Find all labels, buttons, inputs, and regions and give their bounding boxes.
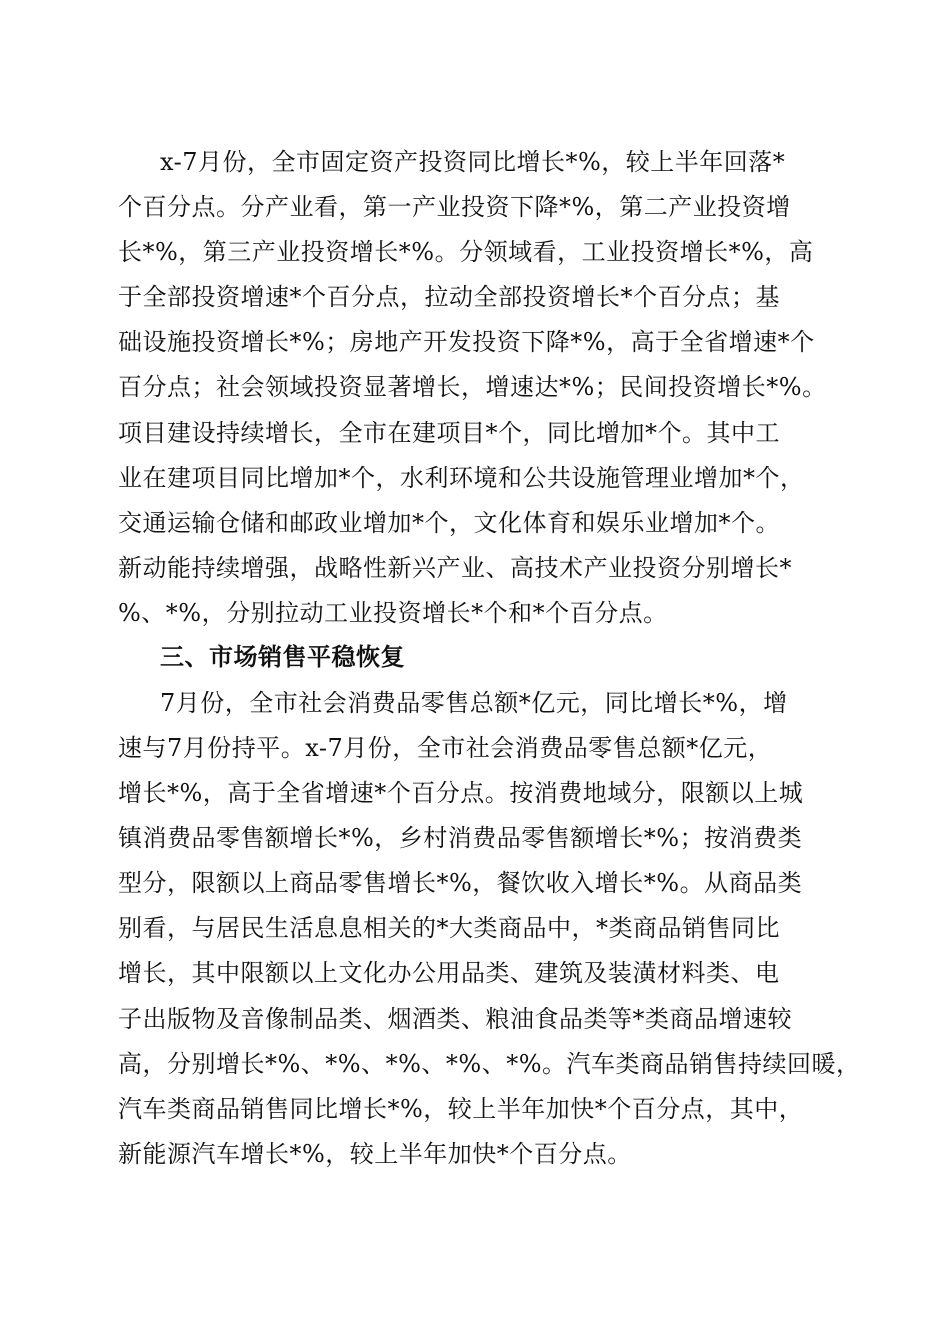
paragraph-2-line-4: 镇消费品零售额增长*%，乡村消费品零售额增长*%；按消费类 bbox=[118, 824, 803, 852]
paragraph-2-line-9: 高，分别增长*%、*%、*%、*%、*%。汽车类商品销售持续回暖， bbox=[118, 1050, 861, 1078]
paragraph-2-line-3: 增长*%，高于全省增速*个百分点。按消费地域分，限额以上城 bbox=[118, 779, 804, 807]
paragraph-1-line-7: 项目建设持续增长，全市在建项目*个，同比增加*个。其中工 bbox=[118, 419, 780, 447]
paragraph-1-line-6: 百分点；社会领域投资显著增长，增速达*%；民间投资增长*%。 bbox=[118, 373, 827, 401]
paragraph-2-line-8: 子出版物及音像制品类、烟酒类、粮油食品类等*类商品增速较 bbox=[118, 1005, 792, 1033]
paragraph-2-line-10: 汽车类商品销售同比增长*%，较上半年加快*个百分点，其中， bbox=[118, 1095, 804, 1123]
paragraph-1-line-11: %、*%，分别拉动工业投资增长*个和*个百分点。 bbox=[118, 599, 668, 627]
paragraph-2-line-5: 型分，限额以上商品零售增长*%，餐饮收入增长*%。从商品类 bbox=[118, 869, 803, 897]
paragraph-1-line-8: 业在建项目同比增加*个，水利环境和公共设施管理业增加*个， bbox=[118, 464, 805, 492]
paragraph-1-line-9: 交通运输仓储和邮政业增加*个，文化体育和娱乐业增加*个。 bbox=[118, 509, 780, 537]
paragraph-2-line-2: 速与7月份持平。x-7月份，全市社会消费品零售总额*亿元， bbox=[118, 734, 773, 762]
paragraph-1-line-4: 于全部投资增速*个百分点，拉动全部投资增长*个百分点；基 bbox=[118, 283, 780, 311]
paragraph-2-line-6: 别看，与居民生活息息相关的*大类商品中，*类商品销售同比 bbox=[118, 914, 780, 942]
paragraph-2-line-7: 增长，其中限额以上文化办公用品类、建筑及装潢材料类、电 bbox=[118, 959, 780, 987]
paragraph-1-line-10: 新动能持续增强，战略性新兴产业、高技术产业投资分别增长* bbox=[118, 554, 792, 582]
paragraph-1-line-3: 长*%，第三产业投资增长*%。分领域看，工业投资增长*%，高 bbox=[118, 238, 814, 266]
paragraph-2-line-11: 新能源汽车增长*%，较上半年加快*个百分点。 bbox=[118, 1140, 632, 1168]
paragraph-2-line-1: 7月份，全市社会消费品零售总额*亿元，同比增长*%，增 bbox=[160, 689, 788, 717]
paragraph-1-line-5: 础设施投资增长*%；房地产开发投资下降*%，高于全省增速*个 bbox=[118, 328, 815, 356]
section-heading: 三、市场销售平稳恢复 bbox=[160, 643, 405, 671]
paragraph-1-line-1: x-7月份，全市固定资产投资同比增长*%，较上半年回落* bbox=[160, 148, 786, 176]
paragraph-1-line-2: 个百分点。分产业看，第一产业投资下降*%，第二产业投资增 bbox=[118, 193, 791, 221]
